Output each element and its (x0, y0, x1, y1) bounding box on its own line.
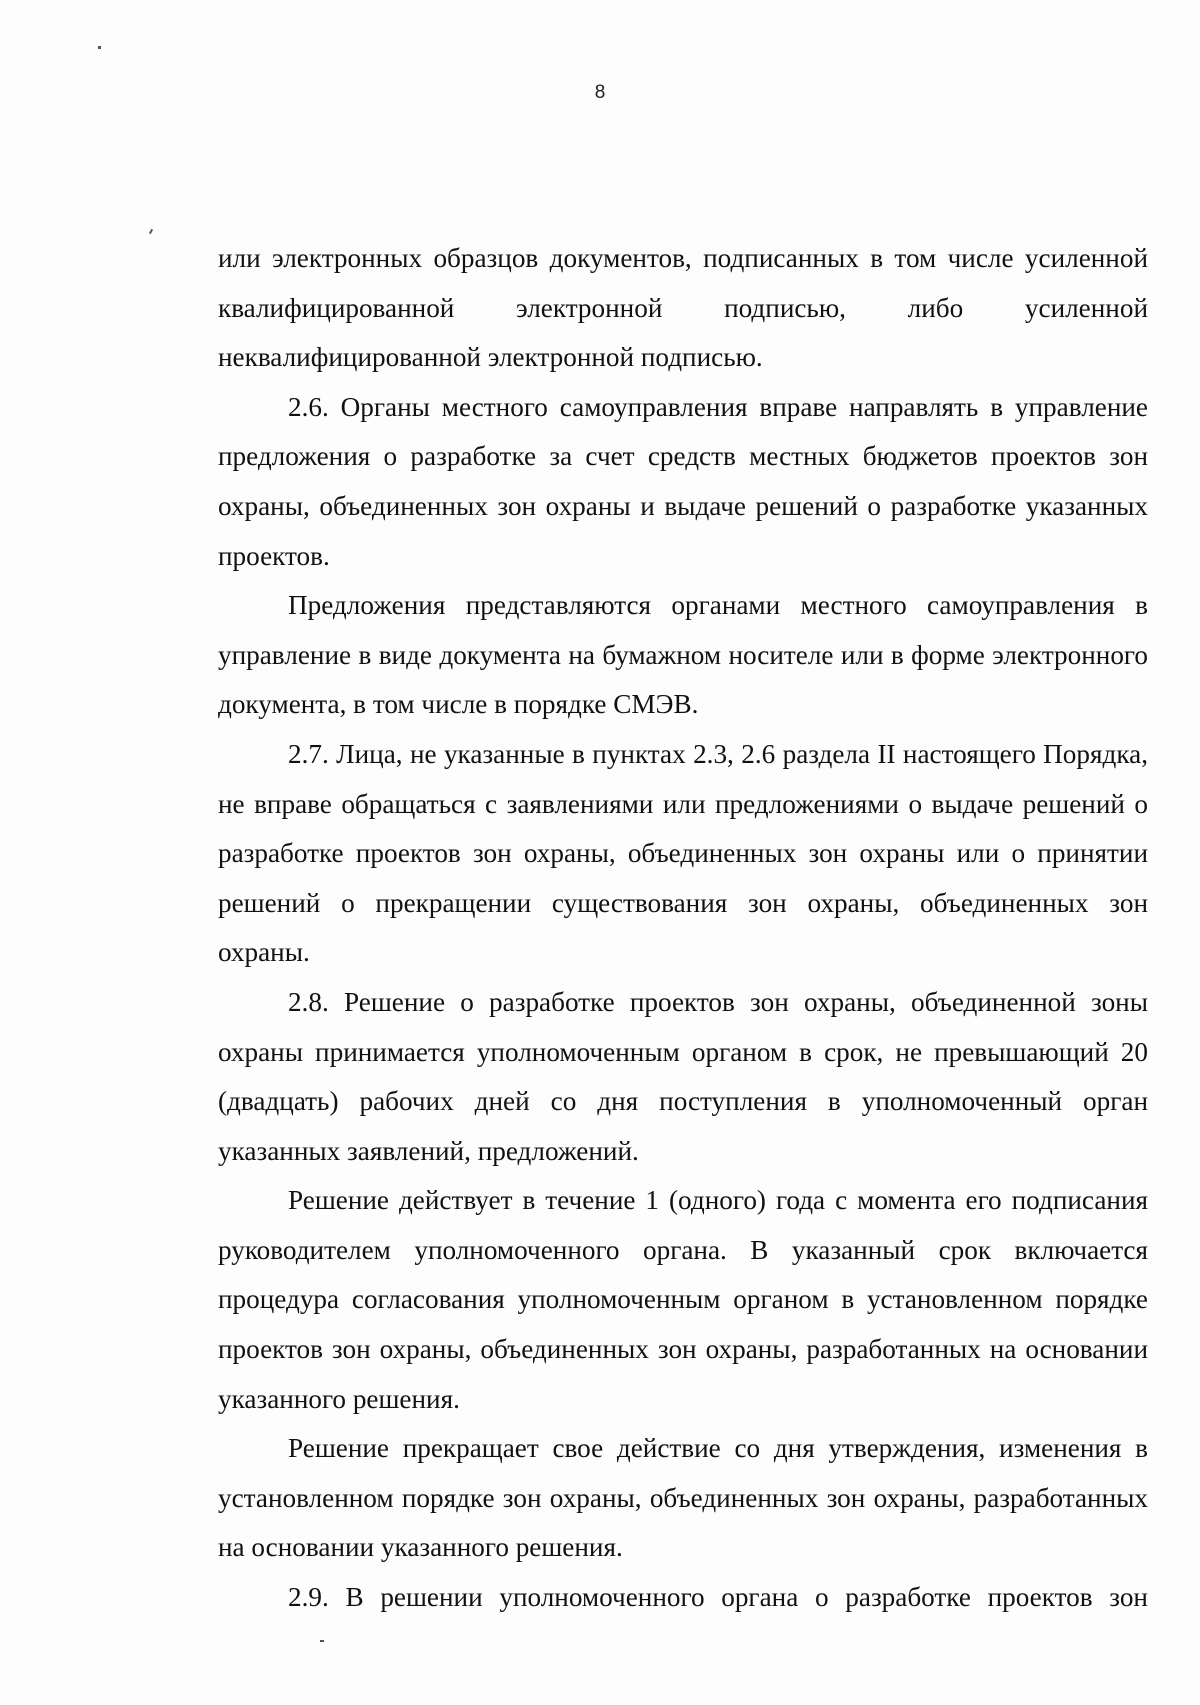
paragraph-continuation (218, 234, 1148, 383)
paragraph-2-9: 2.9. В решении уполномоченного органа о разработке проектов зон (288, 1582, 1148, 1613)
text-line: или электронных образцов документов, подписанных в том числе усиленной (218, 243, 1148, 273)
paragraph-proposals: Предложения представляются органами местного самоуправления в управление в виде документа на бумажном носителе или в форме электронного документа, в том числе в порядке СМЭВ. (218, 590, 1148, 720)
document-body (218, 234, 1148, 1623)
scan-speck-top-left (98, 46, 101, 49)
text-line: неквалифицированной электронной подписью. (218, 342, 763, 373)
page-number: 8 (594, 82, 606, 103)
scan-speck-bottom (320, 1640, 324, 1642)
paragraph-decision-termination: Решение прекращает свое действие со дня утверждения, изменения в установленном порядке зон охраны, объединенных зон охраны, разработанных на основании указанного решения. (218, 1433, 1148, 1563)
scan-mark-left-margin (149, 229, 153, 234)
paragraph-decision-validity: Решение действует в течение 1 (одного) года с момента его подписания руководителем уполномоченного органа. В указанный срок включается процедура согласования уполномоченным органом в установленном порядке проектов зон охраны, объединенных зон охраны, разработанных на основании указанного решения. (218, 1185, 1148, 1414)
text-line: квалифицированной электронной подписью, либо усиленной (218, 292, 1148, 323)
paragraph-2-7: 2.7. Лица, не указанные в пунктах 2.3, 2.6 раздела II настоящего Порядка, не вправе обращаться с заявлениями или предложениями о выдаче решений о разработке проектов зон охраны, объединенных зон охраны или о принятии решений о прекращении существования зон охраны, объединенных зон охраны. (218, 738, 1148, 968)
paragraph-2-6: 2.6. Органы местного самоуправления вправе направлять в управление предложения о разработке за счет средств местных бюджетов проектов зон охраны, объединенных зон охраны и выдаче решений о разработке указанных проектов. (218, 391, 1148, 571)
paragraph-2-8: 2.8. Решение о разработке проектов зон охраны, объединенной зоны охраны принимается уполномоченным органом в срок, не превышающий 20 (двадцать) рабочих дней со дня поступления в уполномоченный орган указанных заявлений, предложений. (218, 986, 1148, 1166)
